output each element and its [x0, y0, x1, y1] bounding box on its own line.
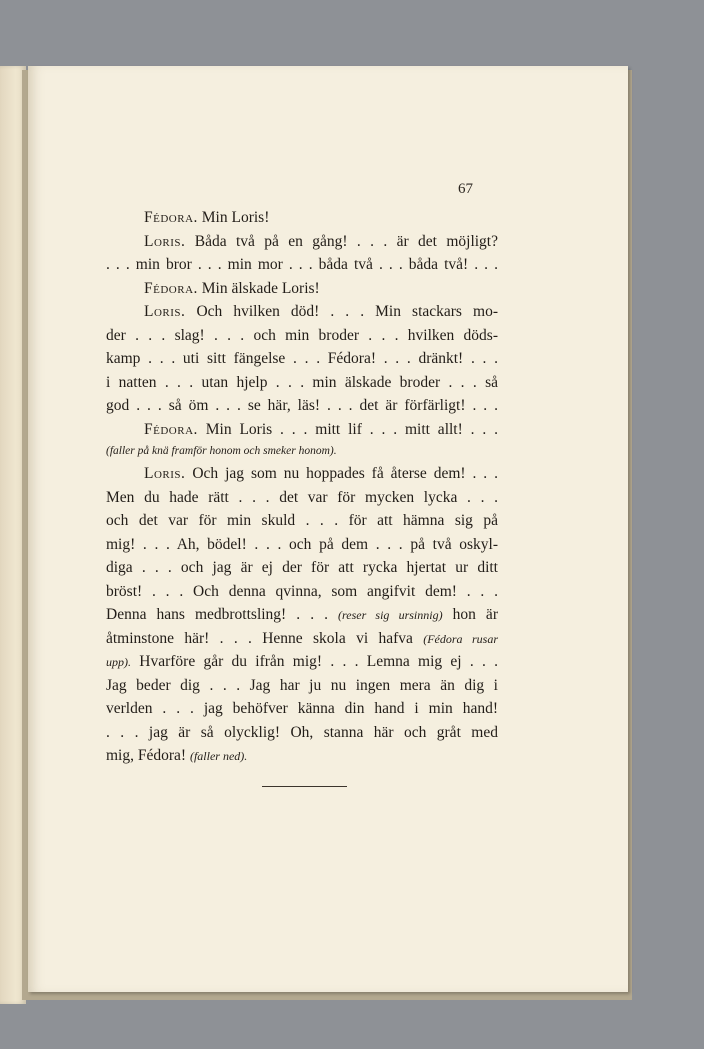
stage-direction: upp). [106, 655, 131, 669]
dialogue-text-segment: i natten . . . utan hjelp . . . min älskade broder . . . så [106, 373, 498, 391]
dialogue-text-segment: god . . . så öm . . . se här, läs! . . . det är förfärligt! . . . [106, 397, 498, 414]
text-line [106, 441, 498, 462]
text-line [106, 744, 498, 768]
text-line [106, 230, 498, 254]
text-line [106, 206, 498, 230]
dialogue-text-segment: hon är [442, 606, 498, 623]
end-rule [262, 786, 347, 787]
text-line [106, 462, 498, 486]
speaker-name: Fédora. [144, 279, 198, 297]
dialogue-text-segment: Min Loris . . . mitt lif . . . mitt allt! . . . [197, 420, 498, 438]
dialogue-text-segment: mig, Fédora! [106, 747, 190, 764]
dialogue-text-segment: åtminstone här! . . . Henne skola vi hafva [106, 629, 424, 647]
text-line [106, 418, 498, 442]
text-line [106, 674, 498, 698]
text-line [106, 603, 498, 627]
text-line [106, 277, 498, 301]
dialogue-text-segment: Men du hade rätt . . . det var för mycken lycka . . . [106, 488, 498, 506]
dialogue-text-segment: kamp . . . uti sitt fängelse . . . Fédora! . . . dränkt! . . . [106, 350, 498, 367]
page-number: 67 [458, 181, 473, 197]
speaker-name: Loris. [144, 232, 186, 250]
speaker-name: Fédora. [144, 420, 198, 438]
dialogue-text-segment: Min Loris! [197, 209, 270, 226]
speaker-name: Loris. [144, 465, 186, 482]
text-line [106, 347, 498, 371]
dialogue-text-segment: Min älskade Loris! [197, 279, 320, 297]
stage-direction: (reser sig ursinnig) [338, 608, 443, 622]
dialogue-text-segment: Jag beder dig . . . Jag har ju nu ingen mera än dig i [106, 676, 498, 694]
dialogue-text-segment: der . . . slag! . . . och min broder . . . hvilken döds- [106, 326, 498, 344]
text-line [106, 324, 498, 348]
text-line [106, 556, 498, 580]
text-line [106, 650, 498, 674]
dialogue-text-segment: Båda två på en gång! . . . är det möjligt? [185, 232, 498, 250]
dialogue-text-segment: . . . jag är så olycklig! Oh, stanna här och gråt med [106, 723, 498, 741]
dialogue-text-segment: mig! . . . Ah, bödel! . . . och på dem . . . på två oskyl- [106, 535, 498, 553]
dialogue-text-segment: och det var för min skuld . . . för att hämna sig på [106, 512, 498, 529]
text-line [106, 486, 498, 510]
dialogue-text-segment: . . . min bror . . . min mor . . . båda två . . . båda två! . . . [106, 256, 498, 273]
text-line [106, 721, 498, 745]
text-line [106, 300, 498, 324]
speaker-name: Fédora. [144, 209, 198, 226]
text-line [106, 533, 498, 557]
dialogue-text-segment: Denna hans medbrottsling! . . . [106, 606, 339, 623]
text-line [106, 394, 498, 418]
dialogue-text-segment: Hvarföre går du ifrån mig! . . . Lemna mig ej . . . [131, 653, 498, 670]
text-line [106, 627, 498, 651]
stage-direction: (faller ned). [189, 749, 248, 763]
dialogue-text-segment: Och hvilken död! . . . Min stackars mo- [185, 303, 498, 320]
dialogue-text-segment: diga . . . och jag är ej der för att rycka hjertat ur ditt [106, 559, 498, 576]
dialogue-text-segment: Och jag som nu hoppades få återse dem! . . . [185, 465, 498, 482]
text-line [106, 697, 498, 721]
speaker-name: Loris. [144, 303, 186, 320]
text-line [106, 253, 498, 277]
text-line [106, 580, 498, 604]
dialogue-text-segment: bröst! . . . Och denna qvinna, som angifvit dem! . . . [106, 582, 498, 600]
text-line [106, 509, 498, 533]
dialogue-text [106, 206, 498, 768]
stage-direction: (Fédora rusar [423, 631, 498, 646]
dialogue-text-segment: verlden . . . jag behöfver känna din hand i min hand! [106, 700, 498, 717]
text-line [106, 371, 498, 395]
stage-direction: (faller på knä framför honom och smeker honom). [106, 445, 337, 457]
